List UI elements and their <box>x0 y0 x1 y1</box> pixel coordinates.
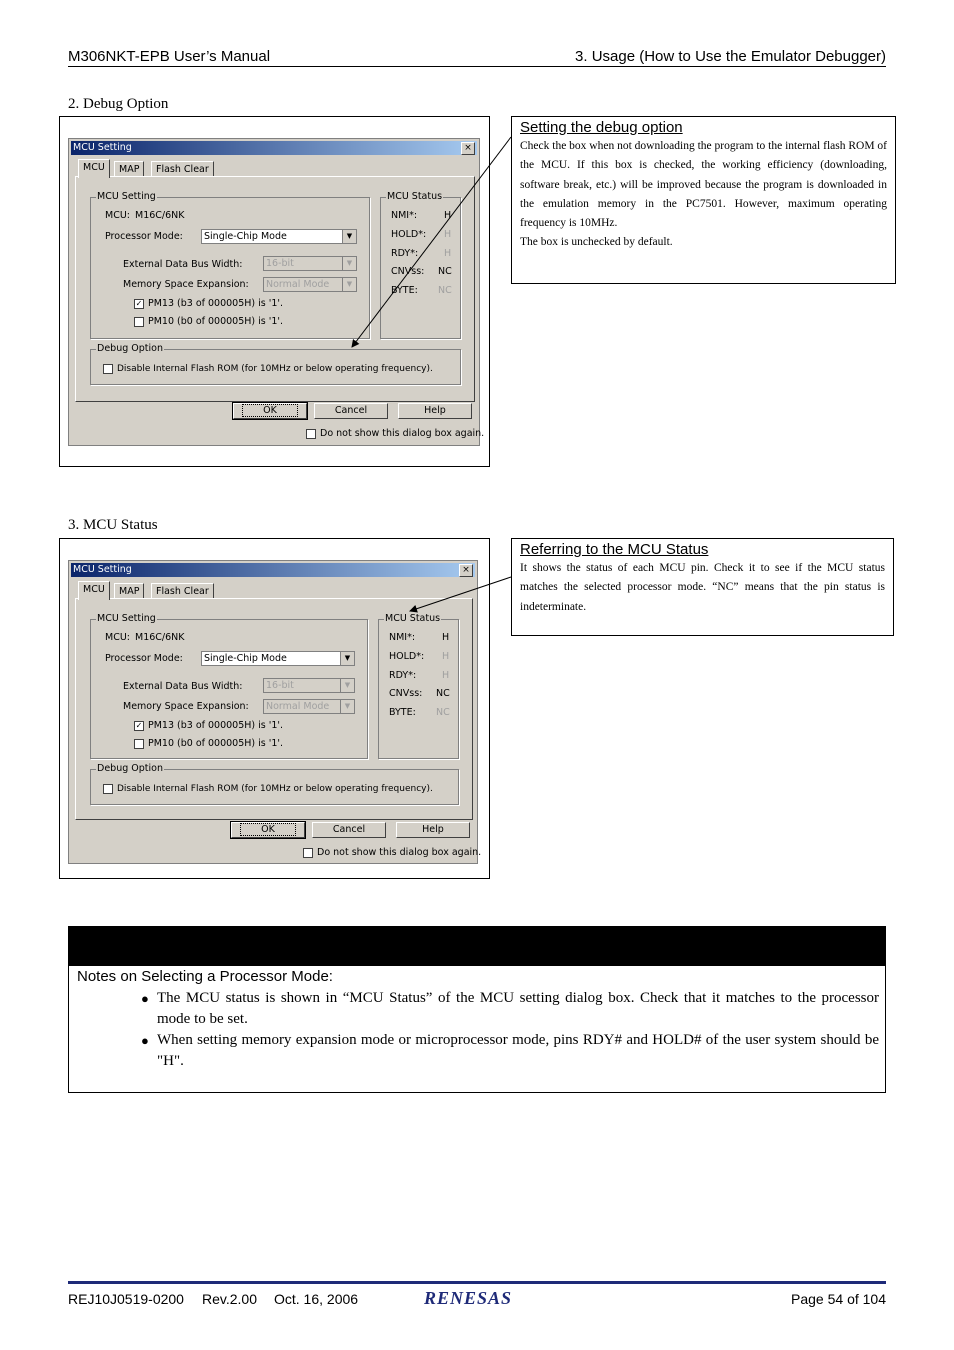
help-button[interactable]: Help <box>398 403 472 419</box>
processor-mode-value: Single-Chip Mode <box>204 231 287 242</box>
pm13-label: PM13 (b3 of 000005H) is '1'. <box>148 720 284 731</box>
processor-mode-label: Processor Mode: <box>105 653 183 664</box>
status-pin-hold: HOLD*: <box>389 651 425 662</box>
pm13-checkbox[interactable]: ✓ <box>135 721 143 730</box>
ext-bus-value: 16-bit <box>266 680 294 691</box>
group-label: Debug Option <box>97 343 163 354</box>
group-label: MCU Setting <box>97 613 156 624</box>
status-value-rdy: H <box>444 248 452 259</box>
status-value-nmi: H <box>444 210 452 221</box>
status-pin-rdy: RDY*: <box>391 248 419 259</box>
pm13-checkbox[interactable]: ✓ <box>135 299 143 308</box>
status-pin-hold: HOLD*: <box>391 229 427 240</box>
ext-bus-value: 16-bit <box>266 258 294 269</box>
help-button[interactable]: Help <box>396 822 470 838</box>
status-pin-nmi: NMI*: <box>391 210 418 221</box>
bullet-icon: ● <box>141 991 149 1006</box>
callout-title: Referring to the MCU Status <box>520 541 709 558</box>
dialog-title: MCU Setting <box>73 564 132 575</box>
pm13-label: PM13 (b3 of 000005H) is '1'. <box>148 298 284 309</box>
mcu-label: MCU: <box>105 210 130 221</box>
cancel-button[interactable]: Cancel <box>312 822 386 838</box>
renesas-logo: RENESAS <box>424 1288 513 1308</box>
callout-line: The box is unchecked by default. <box>520 236 673 249</box>
callout-title: Setting the debug option <box>520 119 683 136</box>
close-icon[interactable]: × <box>459 564 473 577</box>
status-value-hold: H <box>444 229 452 240</box>
note-item-text: When setting memory expansion mode or microprocessor mode, pins RDY# and HOLD# of the user system should be "H". <box>157 1032 879 1069</box>
mcu-label: MCU: <box>105 632 130 643</box>
status-value-byte: NC <box>438 285 452 296</box>
note-heading: Notes on Selecting a Processor Mode: <box>77 968 333 985</box>
note-item <box>141 1030 879 1072</box>
mem-exp-value: Normal Mode <box>266 279 330 290</box>
mem-exp-label: Memory Space Expansion: <box>123 701 249 712</box>
mcu-value: M16C/6NK <box>135 210 185 221</box>
status-pin-rdy: RDY*: <box>389 670 417 681</box>
footer-page: Page 54 of 104 <box>791 1291 886 1307</box>
chevron-down-icon: ▼ <box>342 278 356 291</box>
group-label: Debug Option <box>97 763 163 774</box>
section-2-title: 2. Debug Option <box>68 96 169 112</box>
status-value-hold: H <box>442 651 450 662</box>
mem-exp-label: Memory Space Expansion: <box>123 279 249 290</box>
mcu-value: M16C/6NK <box>135 632 185 643</box>
callout-line: It shows the status of each MCU pin. Check it to see if the MCU status matches the selected processor mode. “NC” means that the pin status is indeterminate. <box>520 562 885 613</box>
chevron-down-icon: ▼ <box>340 679 354 692</box>
tab-map[interactable]: MAP <box>114 583 144 599</box>
note-header-bar <box>68 926 886 966</box>
status-value-byte: NC <box>436 707 450 718</box>
arrow-to-debug-option <box>352 137 511 347</box>
note-item-text: The MCU status is shown in “MCU Status” of the MCU setting dialog box. Check that it matches to the processor mode to be set. <box>157 990 879 1027</box>
tab-mcu[interactable]: MCU <box>78 159 110 178</box>
ext-bus-label: External Data Bus Width: <box>123 259 243 270</box>
status-pin-byte: BYTE: <box>389 707 416 718</box>
mem-exp-value: Normal Mode <box>266 701 330 712</box>
tab-mcu[interactable]: MCU <box>78 581 110 600</box>
note-item <box>141 988 879 1030</box>
status-value-cnvss: NC <box>438 266 452 277</box>
dialog-title: MCU Setting <box>73 142 132 153</box>
chevron-down-icon: ▼ <box>340 700 354 713</box>
status-value-cnvss: NC <box>436 688 450 699</box>
dont-show-label: Do not show this dialog box again. <box>320 428 485 439</box>
group-label: MCU Status <box>385 613 441 624</box>
header-manual-title: M306NKT-EPB User’s Manual <box>68 48 271 65</box>
section-3-title: 3. MCU Status <box>68 517 158 533</box>
status-value-nmi: H <box>442 632 450 643</box>
chevron-down-icon: ▼ <box>340 652 354 665</box>
processor-mode-value: Single-Chip Mode <box>204 653 287 664</box>
status-pin-cnvss: CNVss: <box>391 266 425 277</box>
tab-flash-clear[interactable]: Flash Clear <box>151 161 214 177</box>
footer-date: Oct. 16, 2006 <box>274 1291 359 1307</box>
status-pin-cnvss: CNVss: <box>389 688 423 699</box>
group-label: MCU Status <box>387 191 443 202</box>
callout-line: Check the box when not downloading the program to the internal flash ROM of the MCU. If this box is checked, the working efficiency (downloading, software break, etc.) will be improved because the program is downloaded in the emulation memory in the PC7501. However, maximum operating frequency is 10MHz. <box>520 140 887 230</box>
tab-map[interactable]: MAP <box>114 161 144 177</box>
note-box <box>68 966 886 1093</box>
pm10-label: PM10 (b0 of 000005H) is '1'. <box>148 738 284 749</box>
close-icon[interactable]: × <box>461 142 475 155</box>
status-pin-nmi: NMI*: <box>389 632 416 643</box>
group-label: MCU Setting <box>97 191 156 202</box>
chevron-down-icon: ▼ <box>342 230 356 243</box>
dont-show-label: Do not show this dialog box again. <box>317 847 482 858</box>
footer-rule <box>68 1281 886 1284</box>
ext-bus-label: External Data Bus Width: <box>123 681 243 692</box>
ok-label: OK <box>242 404 298 417</box>
disable-flash-label: Disable Internal Flash ROM (for 10MHz or below operating frequency). <box>117 784 433 794</box>
header-section-title: 3. Usage (How to Use the Emulator Debugger) <box>575 48 886 65</box>
tab-flash-clear[interactable]: Flash Clear <box>151 583 214 599</box>
ok-label: OK <box>240 823 296 836</box>
pm10-label: PM10 (b0 of 000005H) is '1'. <box>148 316 284 327</box>
status-pin-byte: BYTE: <box>391 285 418 296</box>
status-value-rdy: H <box>442 670 450 681</box>
processor-mode-label: Processor Mode: <box>105 231 183 242</box>
footer-doc-id: REJ10J0519-0200 <box>68 1291 184 1307</box>
arrow-to-mcu-status <box>410 577 511 611</box>
disable-flash-label: Disable Internal Flash ROM (for 10MHz or below operating frequency). <box>117 364 433 374</box>
cancel-button[interactable]: Cancel <box>314 403 388 419</box>
footer-rev: Rev.2.00 <box>202 1291 257 1307</box>
chevron-down-icon: ▼ <box>342 257 356 270</box>
bullet-icon: ● <box>141 1033 149 1048</box>
